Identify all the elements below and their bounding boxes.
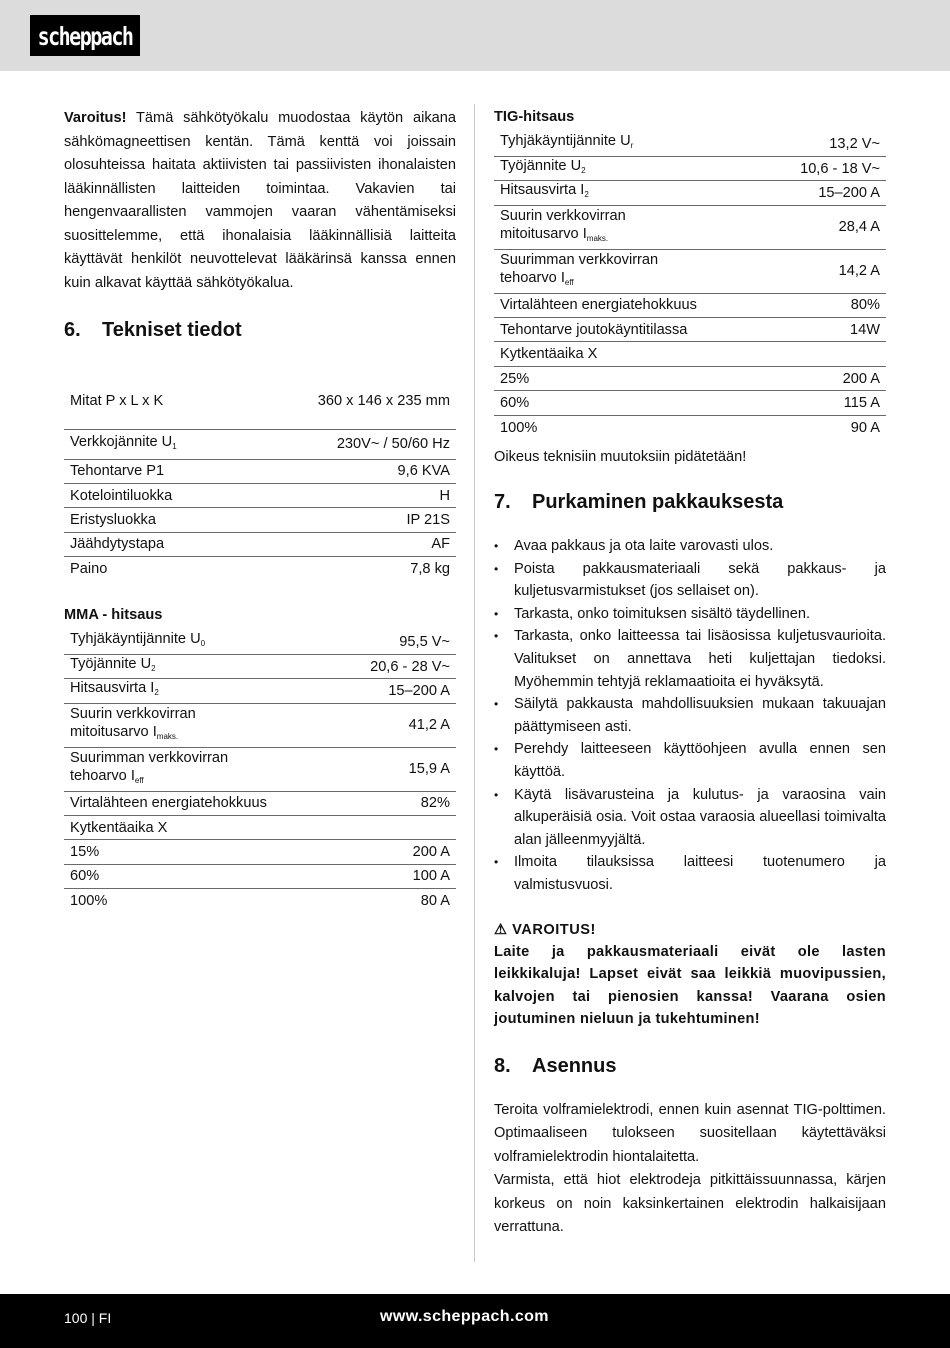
warning-text: Laite ja pakkausmateriaali eivät ole lasten leikkikaluja! Lapset eivät saa leikkiä muovipussien, kalvojen tai pienosien kanssa! Vaarana osien joutuminen nieluun ja tukehtuminen!	[494, 943, 886, 1028]
list-item: • Tarkasta, onko toimituksen sisältö täydellinen.	[494, 603, 886, 626]
spec-value: 82%	[420, 795, 450, 812]
table-row	[494, 415, 886, 439]
spec-value: 7,8 kg	[410, 561, 450, 577]
table-row	[64, 508, 456, 532]
spec-value: 360 x 146 x 235 mm	[317, 392, 450, 409]
left-column	[64, 107, 456, 913]
emf-warning-paragraph	[64, 107, 456, 295]
spec-label: Suurin verkkovirran mitoitusarvo $I_{maks.}$	[500, 207, 626, 243]
spec-label: Mitat P x L x K	[70, 392, 164, 409]
tig-spec-table	[494, 132, 886, 440]
table-row	[64, 630, 456, 654]
assembly-paragraph-2: Varmista, että hiot elektrodeja pitkittäissuunnassa, kärjen korkeus on noin kaksinkertainen elektrodin halkaisijaan verrattuna.	[494, 1172, 886, 1236]
spec-value: 15–200 A	[818, 184, 880, 201]
table-row	[64, 889, 456, 913]
website-url: www.scheppach.com	[380, 1308, 549, 1325]
page-header	[0, 0, 950, 71]
table-row	[64, 864, 456, 888]
table-row	[64, 654, 456, 678]
table-row	[64, 679, 456, 703]
table-row	[494, 342, 886, 366]
list-item: • Tarkasta, onko laitteessa tai lisäosissa kuljetusvaurioita. Valitukset on annettava heti kuljettajan tiedoksi. Myöhemmin tehtyjä reklamaatioita ei hyväksytä.	[494, 625, 886, 693]
spec-value: 100 A	[412, 868, 450, 885]
table-row	[494, 318, 886, 342]
mma-spec-table	[64, 630, 456, 913]
table-row	[494, 391, 886, 415]
table-row	[494, 205, 886, 249]
spec-label: Hitsausvirta $I_2$	[500, 182, 589, 200]
spec-label: Suurin verkkovirran mitoitusarvo $I_{maks.}$	[70, 705, 196, 741]
spec-value: 41,2 A	[408, 717, 450, 734]
column-divider	[474, 104, 475, 1262]
spec-value: 90 A	[850, 419, 880, 436]
unpacking-list	[494, 535, 886, 897]
spec-label: Tehontarve P1	[70, 463, 165, 480]
spec-value: 95,5 V~	[399, 633, 450, 650]
spec-value: 200 A	[842, 370, 880, 387]
spec-value: 14W	[849, 321, 880, 338]
table-row	[64, 557, 456, 581]
mma-heading: MMA - hitsaus	[64, 606, 163, 623]
spec-label: 25%	[500, 370, 530, 387]
spec-label: 100%	[70, 893, 108, 910]
spec-label: Jäähdytystapa	[70, 536, 165, 553]
section-title: Tekniset tiedot	[102, 319, 242, 341]
spec-value: 80 A	[420, 893, 450, 910]
spec-label: Tyhjäkäyntijännite $U_0$	[70, 631, 206, 649]
spec-label: Verkkojännite $U_1$	[70, 433, 177, 451]
spec-label: Suurimman verkkovirran tehoarvo $I_{eff}$	[500, 251, 659, 287]
table-row	[494, 181, 886, 205]
spec-label: 100%	[500, 419, 538, 436]
table-row	[64, 840, 456, 864]
table-row	[64, 483, 456, 507]
table-row	[64, 791, 456, 815]
spec-value: IP 21S	[406, 511, 450, 528]
child-safety-warning	[494, 919, 886, 1031]
spec-value: 200 A	[412, 844, 450, 861]
spec-value: 9,6 KVA	[397, 463, 450, 480]
section-number: 6.	[64, 319, 81, 341]
spec-label: 15%	[70, 844, 100, 861]
spec-label: Paino	[70, 561, 108, 577]
list-item: • Poista pakkausmateriaali sekä pakkaus- ja kuljetusvarmistukset (jos sellaiset on).	[494, 558, 886, 603]
table-row	[64, 532, 456, 556]
spec-label: Tyhjäkäyntijännite $U_r$	[500, 133, 634, 151]
section-6-heading	[64, 317, 456, 343]
spec-label: Kotelointiluokka	[70, 487, 173, 504]
rights-reserved-note: Oikeus teknisiin muutoksiin pidätetään!	[494, 448, 747, 465]
spec-value: 115 A	[843, 394, 880, 411]
page-footer	[0, 1294, 950, 1348]
logo-text: scheppach	[37, 20, 133, 51]
spec-label: Virtalähteen energiatehokkuus	[70, 795, 267, 812]
spec-label: Tehontarve joutokäyntitilassa	[500, 321, 688, 338]
scheppach-logo	[30, 15, 140, 56]
spec-value: H	[439, 487, 450, 504]
tig-heading: TIG-hitsaus	[494, 109, 575, 125]
spec-value	[766, 342, 886, 366]
spec-value: 28,4 A	[838, 219, 880, 236]
table-row	[494, 293, 886, 317]
spec-value: 230V~ / 50/60 Hz	[336, 436, 450, 452]
section-number: 8.	[494, 1054, 511, 1077]
spec-label: Virtalähteen energiatehokkuus	[500, 297, 697, 314]
list-item: • Ilmoita tilauksissa laitteesi tuotenumero ja valmistusvuosi.	[494, 851, 886, 896]
list-item: • Avaa pakkaus ja ota laite varovasti ulos.	[494, 535, 886, 558]
spec-label: Hitsausvirta $I_2$	[70, 680, 159, 698]
assembly-paragraph-1: Teroita volframielektrodi, ennen kuin asennat TIG-polttimen. Optimaaliseen tulokseen suositellaan käytettäväksi volframielektrodin hiontalaitetta.	[494, 1101, 886, 1165]
table-row	[64, 747, 456, 791]
spec-label: Suurimman verkkovirran tehoarvo $I_{eff}$	[70, 749, 229, 785]
section-title: Asennus	[532, 1054, 617, 1077]
spec-value: 80%	[850, 297, 880, 314]
spec-label: 60%	[500, 394, 530, 411]
spec-label: Kytkentäaika X	[500, 346, 598, 363]
spec-label: Työjännite $U_2$	[70, 656, 156, 674]
section-title: Purkaminen pakkauksesta	[532, 491, 784, 514]
spec-label: Eristysluokka	[70, 511, 156, 528]
warning-triangle-icon: ⚠	[494, 921, 508, 938]
spec-value: 15,9 A	[408, 761, 450, 778]
table-row	[64, 459, 456, 483]
spec-value	[336, 816, 456, 840]
table-row	[64, 429, 456, 459]
spec-value: 13,2 V~	[829, 135, 880, 152]
section-7-heading	[494, 489, 886, 515]
spec-value: 10,6 - 18 V~	[800, 160, 880, 177]
list-item: • Perehdy laitteeseen käyttöohjeen avulla ennen sen käyttöä.	[494, 738, 886, 783]
table-row	[494, 249, 886, 293]
right-column	[494, 107, 886, 1240]
table-row	[64, 703, 456, 747]
list-item: • Käytä lisävarusteina ja kulutus- ja varaosina vain alkuperäisiä osia. Voit ostaa varaosia alueellasi toimivalta alan jälleenmyyjältä.	[494, 784, 886, 852]
general-spec-table	[64, 373, 456, 581]
spec-label: Kytkentäaika X	[70, 819, 168, 836]
spec-value: 14,2 A	[838, 263, 880, 280]
section-number: 7.	[494, 491, 511, 514]
table-row	[64, 373, 456, 429]
spec-value: 15–200 A	[388, 682, 450, 699]
spec-value: AF	[431, 536, 450, 553]
table-row	[494, 156, 886, 180]
list-item: • Säilytä pakkausta mahdollisuuksien mukaan takuuajan päättymiseen asti.	[494, 693, 886, 738]
warning-lead: Varoitus!	[64, 110, 127, 126]
spec-label: 60%	[70, 868, 100, 885]
table-row	[494, 132, 886, 156]
table-row	[64, 816, 456, 840]
spec-label: Työjännite $U_2$	[500, 158, 586, 176]
spec-value: 20,6 - 28 V~	[370, 658, 450, 675]
page-number: 100 | FI	[64, 1310, 112, 1326]
warning-title: ⚠ VAROITUS!	[494, 921, 596, 938]
warning-text: Tämä sähkötyökalu muodostaa käytön aikana sähkömagneettisen kentän. Tämä kenttä voi joissain olosuhteissa haitata aktiivisten tai passiivisten ihonalaisten lääkinnällisten laitteiden toimintaa. Vakavien tai hengenvaarallisten vammojen vaaran vähentämiseksi suosittelemme, että ihonalaisia lääkinnällisiä laitteita käyttävät henkilöt neuvottelevat lääkärinsä kanssa ennen kuin alkavat käyttää sähkötyökalua.	[64, 110, 456, 291]
table-row	[494, 366, 886, 390]
section-8-heading	[494, 1053, 886, 1079]
